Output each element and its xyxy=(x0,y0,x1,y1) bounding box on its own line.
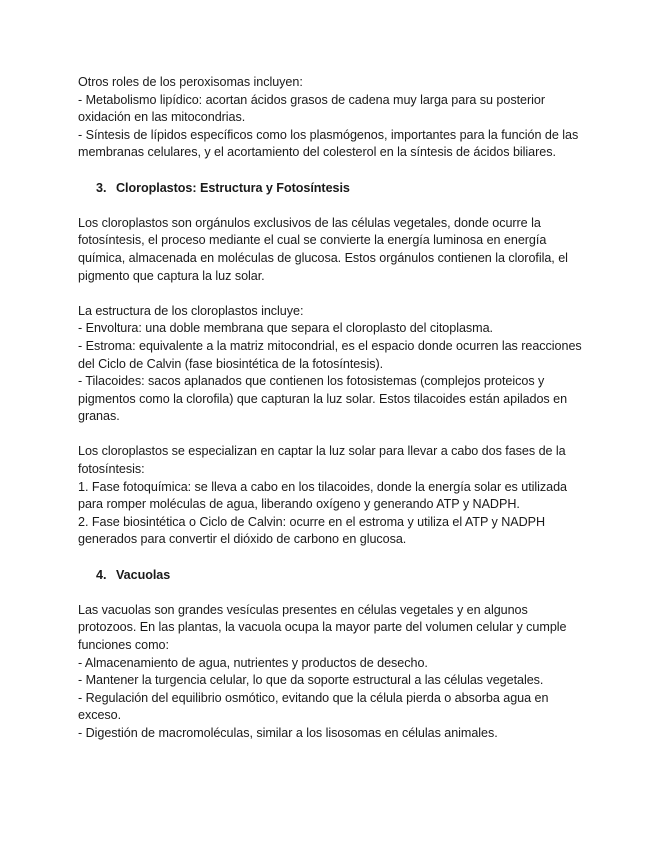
section-title: Cloroplastos: Estructura y Fotosíntesis xyxy=(116,180,350,195)
cloroplastos-intro: Los cloroplastos son orgánulos exclusivos de las células vegetales, donde ocurre la fotosíntesis, el proceso mediante el cual se convierte la energía luminosa en energía química, almacenada en moléculas de glucosa. Estos orgánulos contienen la clorofila, el pigmento que captura la luz solar. xyxy=(78,215,568,283)
vacuolas-intro: Las vacuolas son grandes vesículas presentes en células vegetales y en algunos protozoos. En las plantas, la vacuola ocupa la mayor parte del volumen celular y cumple funciones como: xyxy=(78,602,567,652)
vacuolas-paragraph xyxy=(78,602,583,743)
vacuolas-item: - Mantener la turgencia celular, lo que da soporte estructural a las células vegetales. xyxy=(78,673,544,688)
section-heading-cloroplastos xyxy=(78,180,583,198)
document-page xyxy=(78,74,583,760)
section-number: 4. xyxy=(96,567,107,582)
cloroplastos-structure-paragraph xyxy=(78,303,583,426)
structure-item: - Envoltura: una doble membrana que separa el cloroplasto del citoplasma. xyxy=(78,321,493,336)
structure-item: - Tilacoides: sacos aplanados que contienen los fotosistemas (complejos proteicos y pigmentos como la clorofila) que capturan la luz solar. Estos tilacoides están apilados en granas. xyxy=(78,374,568,424)
peroxisomas-paragraph xyxy=(78,74,583,162)
section-heading-vacuolas xyxy=(78,567,583,585)
vacuolas-item: - Digestión de macromoléculas, similar a los lisosomas en células animales. xyxy=(78,725,498,740)
cloroplastos-phases-paragraph xyxy=(78,443,583,549)
structure-item: - Estroma: equivalente a la matriz mitocondrial, es el espacio donde ocurren las reacciones del Ciclo de Calvin (fase biosintética de la fotosíntesis). xyxy=(78,338,582,371)
vacuolas-item: - Regulación del equilibrio osmótico, evitando que la célula pierda o absorba agua en exceso. xyxy=(78,690,549,723)
structure-intro: La estructura de los cloroplastos incluye: xyxy=(78,303,304,318)
phases-intro: Los cloroplastos se especializan en captar la luz solar para llevar a cabo dos fases de la fotosíntesis: xyxy=(78,444,566,477)
peroxisomas-item: - Metabolismo lipídico: acortan ácidos grasos de cadena muy larga para su posterior oxidación en las mitocondrias. xyxy=(78,92,545,125)
vacuolas-item: - Almacenamiento de agua, nutrientes y productos de desecho. xyxy=(78,655,428,670)
peroxisomas-intro: Otros roles de los peroxisomas incluyen: xyxy=(78,75,303,89)
peroxisomas-item: - Síntesis de lípidos específicos como los plasmógenos, importantes para la función de las membranas celulares, y el acortamiento del colesterol en la síntesis de ácidos biliares. xyxy=(78,127,579,160)
section-title: Vacuolas xyxy=(116,567,171,582)
phase-item: 1. Fase fotoquímica: se lleva a cabo en los tilacoides, donde la energía solar es utilizada para romper moléculas de agua, liberando oxígeno y generando ATP y NADPH. xyxy=(78,479,567,512)
section-number: 3. xyxy=(96,180,107,195)
cloroplastos-intro-paragraph xyxy=(78,215,583,285)
phase-item: 2. Fase biosintética o Ciclo de Calvin: ocurre en el estroma y utiliza el ATP y NADPH generados para convertir el dióxido de carbono en glucosa. xyxy=(78,514,546,547)
